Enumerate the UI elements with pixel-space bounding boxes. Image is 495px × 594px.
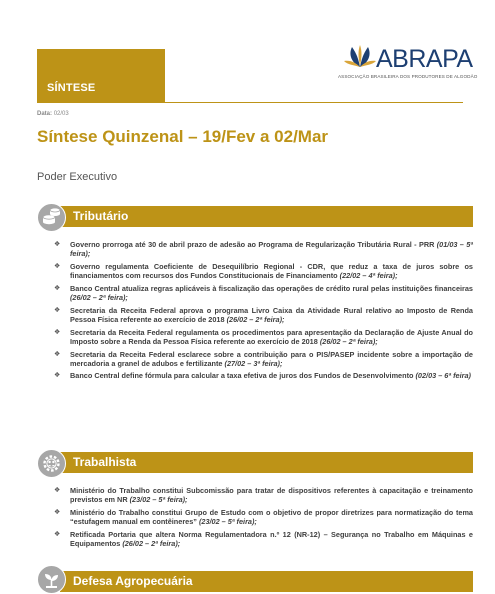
list-item: ❖ Ministério do Trabalho constitui Grupo de Estudo com o objetivo de propor diretrizes para normatização do tema “estufagem manual em contêineres” (23/02 – 5ª feira);	[54, 507, 473, 527]
diamond-bullet-icon: ❖	[54, 284, 61, 292]
logo-wordmark: ABRAPA	[376, 45, 473, 73]
list-item: ❖ Banco Central atualiza regras aplicáveis à fiscalização das operações de crédito rural pelas instituições financeiras (26/02 – 2ª feira);	[54, 283, 473, 303]
diamond-bullet-icon: ❖	[54, 328, 61, 336]
diamond-bullet-icon: ❖	[54, 372, 61, 380]
diamond-bullet-icon: ❖	[54, 306, 61, 314]
diamond-bullet-icon: ❖	[54, 262, 61, 270]
diamond-bullet-icon: ❖	[54, 530, 61, 538]
date-line	[37, 111, 69, 117]
list-item: ❖ Secretaria da Receita Federal esclarece sobre a contribuição para o PIS/PASEP incidente sobre a importação de mercadoria a granel de adubos e fertilizante (27/02 – 3ª feira);	[54, 349, 473, 368]
page-title: Síntese Quinzenal – 19/Fev a 02/Mar	[37, 127, 329, 146]
section-title: Defesa Agropecuária	[73, 574, 193, 588]
list-item: ❖ Secretaria da Receita Federal aprova o programa Livro Caixa da Atividade Rural relativo ao Imposto de Renda Pessoa Física referente ao exercício de 2018 (26/02 – 2ª feira);	[54, 305, 473, 324]
section-title: Tributário	[73, 209, 129, 223]
trabalhista-list	[54, 486, 473, 552]
tributario-list	[54, 240, 473, 384]
list-item: ❖ Secretaria da Receita Federal regulamenta os procedimentos para apresentação da Declaração de Ajuste Anual do Imposto sobre a Renda da Pessoa Física referente ao exercício de 2018 (26/02 – 2ª feira);	[54, 327, 473, 346]
header-divider	[37, 102, 463, 103]
list-item: ❖ Ministério do Trabalho constitui Subcomissão para tratar de dispositivos referentes à capacitação e treinamento previstos em NR (23/02 – 5ª feira);	[54, 486, 473, 505]
diamond-bullet-icon: ❖	[54, 508, 61, 516]
section-title: Trabalhista	[73, 455, 137, 469]
diamond-bullet-icon: ❖	[54, 487, 61, 494]
coins-icon	[37, 203, 66, 232]
plant-icon	[37, 565, 66, 594]
section-header-trabalhista	[60, 452, 473, 473]
logo-tagline: ASSOCIAÇÃO BRASILEIRA DOS PRODUTORES DE ALGODÃO	[338, 74, 478, 79]
page-subtitle: Poder Executivo	[37, 171, 118, 183]
section-tag: SÍNTESE	[47, 82, 96, 94]
abrapa-logo	[338, 43, 478, 83]
diamond-bullet-icon: ❖	[54, 350, 61, 358]
section-header-defesa-agropecuaria	[60, 571, 473, 592]
diamond-bullet-icon: ❖	[54, 241, 61, 248]
list-item: ❖ Governo prorroga até 30 de abril prazo de adesão ao Programa de Regularização Tributária Rural - PRR (01/03 – 5ª feira);	[54, 240, 473, 259]
date-label: Data:	[37, 111, 53, 117]
gear-people-icon	[37, 449, 66, 478]
cotton-flower-icon	[342, 43, 378, 71]
list-item: ❖ Governo regulamenta Coeficiente de Desequilíbrio Regional - CDR, que reduz a taxa de juros sobre os financiamentos com recursos dos Fundos Constitucionais de Financiamento (22/02 – 4ª feira);	[54, 261, 473, 281]
date-value: 02/03	[53, 111, 69, 117]
section-tag-box	[37, 49, 165, 102]
list-item: ❖ Retificada Portaria que altera Norma Regulamentadora n.º 12 (NR-12) – Segurança no Trabalho em Máquinas e Equipamentos (26/02 – 2ª feira);	[54, 529, 473, 549]
section-header-tributario	[60, 206, 473, 227]
list-item: ❖ Banco Central define fórmula para calcular a taxa efetiva de juros dos Fundos de Desenvolvimento (02/03 – 6ª feira)	[54, 371, 471, 381]
